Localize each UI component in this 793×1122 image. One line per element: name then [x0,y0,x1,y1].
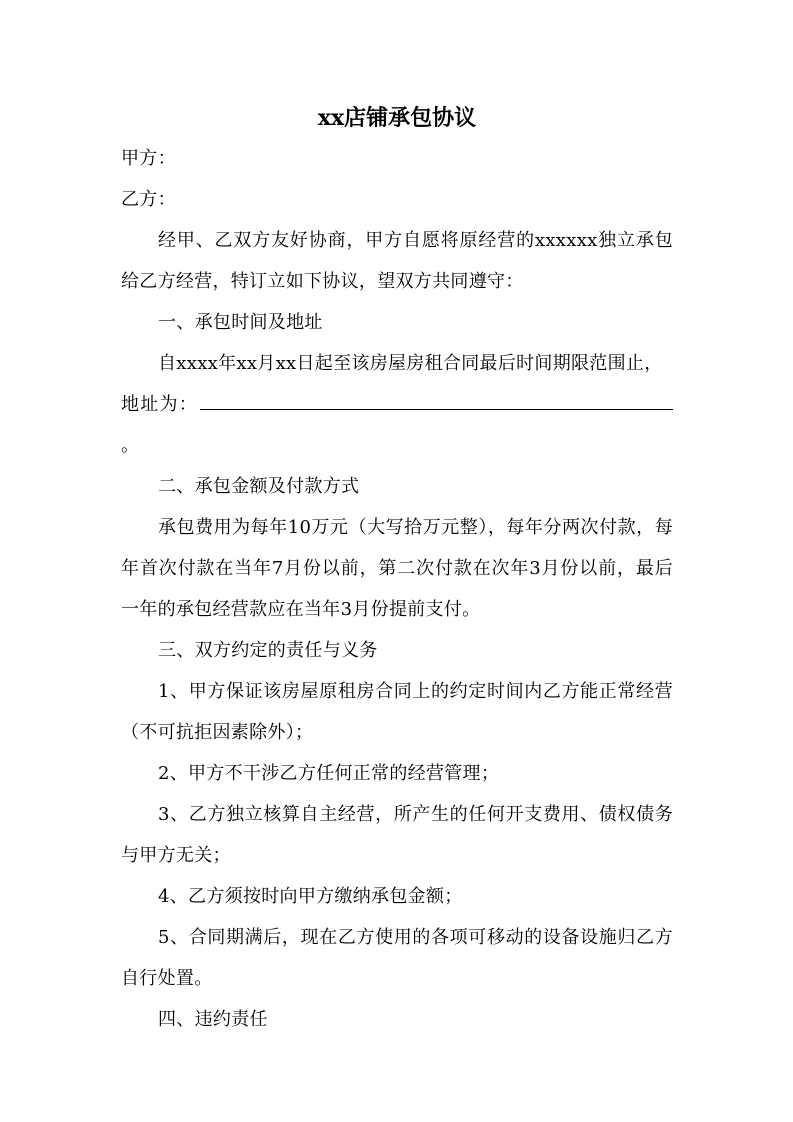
section-3-item-4: 4、乙方须按时向甲方缴纳承包金额； [158,886,463,907]
address-blank [200,393,673,410]
document-body [121,98,673,1040]
party-b-line: 乙方： [121,189,176,210]
address-line [121,384,673,466]
document-title: xx店铺承包协议 [317,105,477,131]
section-3-item-2: 2、甲方不干涉乙方任何正常的经营管理； [158,763,500,784]
section-3-item-5: 5、合同期满后，现在乙方使用的各项可移动的设备设施归乙方自行处置。 [121,927,673,989]
section-4-heading: 四、违约责任 [158,1009,268,1030]
section-3-item-1: 1、甲方保证该房屋原租房合同上的约定时间内乙方能正常经营（不可抗拒因素除外）； [121,681,673,743]
section-2-heading: 二、承包金额及付款方式 [158,476,360,497]
section-1-heading: 一、承包时间及地址 [158,312,323,333]
intro-paragraph: 经甲、乙双方友好协商，甲方自愿将原经营的xxxxxx独立承包给乙方经营，特订立如下协议，望双方共同遵守： [121,230,673,292]
address-label: 地址为： [121,394,198,415]
section-2-text: 承包费用为每年10万元（大写拾万元整），每年分两次付款，每年首次付款在当年7月份以前，第二次付款在次年3月份以前，最后一年的承包经营款应在当年3月份提前支付。 [121,517,673,620]
party-a-line: 甲方： [121,148,176,169]
section-1-text: 自xxxx年xx月xx日起至该房屋房租合同最后时间期限范围止， [158,353,663,374]
section-3-heading: 三、双方约定的责任与义务 [158,640,378,661]
address-end-punct: 。 [121,435,140,456]
section-3-item-3: 3、乙方独立核算自主经营，所产生的任何开支费用、债权债务与甲方无关； [121,804,673,866]
